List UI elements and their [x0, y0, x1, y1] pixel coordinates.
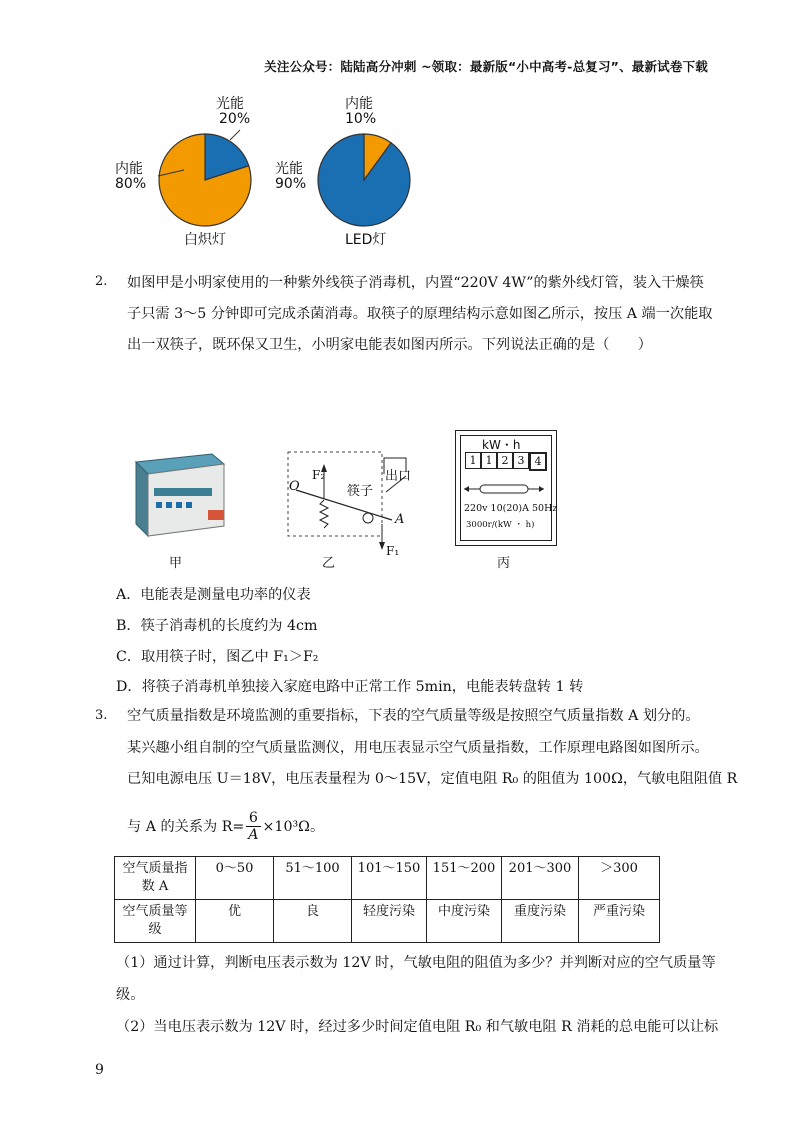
meter-digit: 1 [481, 452, 497, 469]
option-c: C．取用筷子时，图乙中 F₁＞F₂ [116, 649, 319, 665]
pie-led [318, 134, 410, 226]
pie1-caption: 白炽灯 [184, 232, 226, 248]
table-row [115, 900, 660, 943]
pie2-caption: LED灯 [345, 232, 387, 248]
q3-sub1-cont: 级。 [116, 987, 145, 1003]
meter-digit: 3 [513, 452, 529, 469]
table-cell: 151～200 [427, 857, 502, 900]
pie1-light-label: 光能 [216, 96, 244, 112]
table-cell: 良 [274, 900, 352, 943]
pie-incandescent [158, 130, 251, 226]
pie2-light-label: 光能 [275, 161, 303, 177]
pie1-light-percent: 20% [219, 111, 251, 127]
q3-sub1: （1）通过计算，判断电压表示数为 12V 时，气敏电阻的阻值为多少？并判断对应的空气质量等 [116, 955, 716, 971]
meter-digit: 2 [497, 452, 513, 469]
table-cell: 201～300 [502, 857, 579, 900]
label-f2: F₂ [312, 468, 326, 482]
pie2-heat-percent: 10% [345, 111, 377, 127]
formula-fraction [246, 810, 260, 843]
q3-formula [127, 810, 324, 843]
q3-line: 某兴趣小组自制的空气质量监测仪，用电压表显示空气质量指数，工作原理电路图如图所示。 [127, 740, 709, 756]
label-a: A [395, 512, 405, 527]
label-f1: F₁ [386, 544, 400, 558]
table-cell: ＞300 [579, 857, 660, 900]
table-cell: 中度污染 [427, 900, 502, 943]
label-outlet: 出口 [385, 469, 412, 484]
meter-digit: 4 [529, 452, 547, 471]
formula-suffix: ×10³Ω。 [262, 818, 325, 835]
table-cell: 101～150 [352, 857, 427, 900]
page-number: 9 [95, 1062, 104, 1078]
pie2-heat-label: 内能 [345, 96, 373, 112]
option-d: D．将筷子消毒机单独接入家庭电路中正常工作 5min，电能表转盘转 1 转 [116, 679, 584, 695]
meter-digits [465, 452, 547, 471]
meter-spec: 220v 10(20)A 50Hz [464, 503, 558, 514]
meter-dial [462, 482, 546, 496]
table-row [115, 857, 660, 900]
table-cell: 0～50 [196, 857, 274, 900]
fig-caption: 乙 [322, 556, 336, 571]
table-cell: 优 [196, 900, 274, 943]
table-cell: 51～100 [274, 857, 352, 900]
pie-slice-light [318, 134, 410, 226]
q3-line: 空气质量指数是环境监测的重要指标，下表的空气质量等级是按照空气质量指数 A 划分的。 [127, 708, 700, 724]
question-number: 3. [95, 708, 108, 723]
pie1-heat-percent: 80% [115, 176, 147, 192]
q2-line: 如图甲是小明家使用的一种紫外线筷子消毒机，内置“220V 4W”的紫外线灯管，装入干燥筷 [127, 275, 704, 291]
leader-line [230, 130, 240, 140]
page-header: 关注公众号：陆陆高分冲刺 ~领取：最新版“小中高考-总复习”、最新试卷下载 [264, 59, 708, 74]
formula-prefix: 与 A 的关系为 R= [127, 818, 245, 835]
sterilizer-image [128, 448, 228, 548]
meter-rate: 3000r/(kW ・ h) [466, 520, 535, 530]
pie2-light-percent: 90% [275, 176, 307, 192]
pie-charts [100, 90, 430, 250]
formula-numerator: 6 [246, 810, 260, 827]
q3-line: 已知电源电压 U＝18V，电压表量程为 0～15V，定值电阻 R₀ 的阻值为 100Ω，气敏电阻阻值 R [127, 771, 738, 787]
formula-denominator: A [248, 827, 259, 843]
table-cell: 重度污染 [502, 900, 579, 943]
air-quality-table [114, 856, 660, 943]
option-a: A．电能表是测量电功率的仪表 [116, 587, 311, 603]
fig-caption: 丙 [497, 556, 511, 571]
meter-unit: kW・h [482, 438, 521, 452]
label-chopsticks: 筷子 [347, 484, 374, 499]
question-number: 2. [95, 274, 108, 289]
option-b: B．筷子消毒机的长度约为 4cm [116, 618, 318, 634]
fig-caption: 甲 [169, 556, 183, 571]
q3-sub2: （2）当电压表示数为 12V 时，经过多少时间定值电阻 R₀ 和气敏电阻 R 消耗的总电能可以让标 [116, 1019, 719, 1035]
q2-line: 子只需 3～5 分钟即可完成杀菌消毒。取筷子的原理结构示意如图乙所示，按压 A 端一次能取 [127, 306, 713, 322]
meter-digit: 1 [465, 452, 481, 469]
table-cell: 空气质量等级 [115, 900, 196, 943]
q2-line: 出一双筷子，既环保又卫生，小明家电能表如图丙所示。下列说法正确的是（ ） [127, 337, 652, 353]
table-cell: 严重污染 [579, 900, 660, 943]
label-o: O [289, 479, 300, 494]
pie1-heat-label: 内能 [115, 161, 143, 177]
table-cell: 空气质量指数 A [115, 857, 196, 900]
table-cell: 轻度污染 [352, 900, 427, 943]
